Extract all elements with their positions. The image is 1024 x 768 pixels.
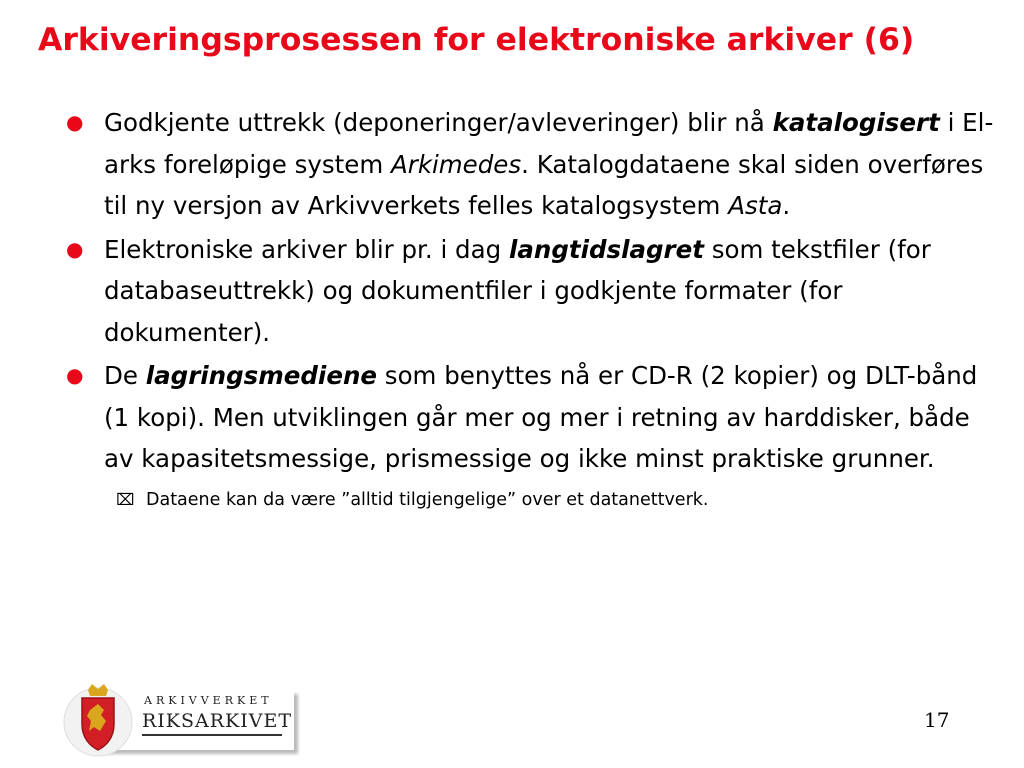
bullet-item	[62, 102, 1002, 227]
bullet-text-run: Elektroniske arkiver blir pr. i dag	[104, 234, 509, 264]
sub-bullet-text: Dataene kan da være ”alltid tilgjengelige” over et datanettverk.	[146, 489, 709, 510]
bullet-text-run: som benyttes nå er CD-R (2 kopier) og DLT-bånd (1 kopi). Men utviklingen går mer og mer i retning av harddisker, både av kapasitetsmessige, prismessige og ikke minst praktiske grunner.	[104, 361, 978, 473]
bullet-keyword: langtidslagret	[508, 234, 704, 264]
bullet-text-run: .	[782, 191, 791, 220]
bullet-italic-term: Arkimedes	[390, 149, 522, 179]
bullet-text-run: i El-arks foreløpige system	[104, 108, 994, 179]
bullet-dot-icon: ●	[66, 363, 84, 387]
page-number: 17	[924, 708, 950, 732]
slide-title: Arkiveringsprosessen for elektroniske arkiver (6)	[38, 22, 915, 58]
logo-top-text: ARKIVVERKET	[144, 694, 273, 707]
bullet-text	[104, 108, 993, 220]
bullet-dot-icon: ●	[66, 110, 84, 134]
bullet-item	[62, 229, 1002, 354]
sub-bullet-item	[62, 486, 1002, 514]
riksarkivet-logo	[58, 680, 298, 760]
logo-divider	[142, 734, 282, 736]
logo-main-text: RIKSARKIVET	[142, 710, 293, 732]
bullet-keyword: lagringsmediene	[145, 361, 378, 390]
sub-bullet-box-icon: ⌧	[116, 489, 135, 509]
bullet-italic-term: Asta	[728, 191, 783, 220]
bullet-item	[62, 355, 1002, 480]
bullet-text-run: Godkjente uttrekk (deponeringer/avleveringer) blir nå	[104, 108, 773, 137]
bullet-list	[62, 102, 1002, 514]
bullet-text	[104, 235, 931, 347]
bullet-text-run: De	[104, 361, 146, 390]
coat-of-arms-icon	[60, 680, 136, 760]
bullet-text-run: . Katalogdataene skal siden overføres til ny versjon av Arkivverkets felles katalogsystem	[104, 149, 984, 220]
bullet-text	[104, 361, 977, 473]
bullet-dot-icon: ●	[66, 236, 84, 261]
bullet-keyword: katalogisert	[772, 108, 940, 137]
bullet-text-run: som tekstfiler (for databaseuttrekk) og dokumentfiler i godkjente formater (for dokumenter).	[104, 234, 931, 347]
